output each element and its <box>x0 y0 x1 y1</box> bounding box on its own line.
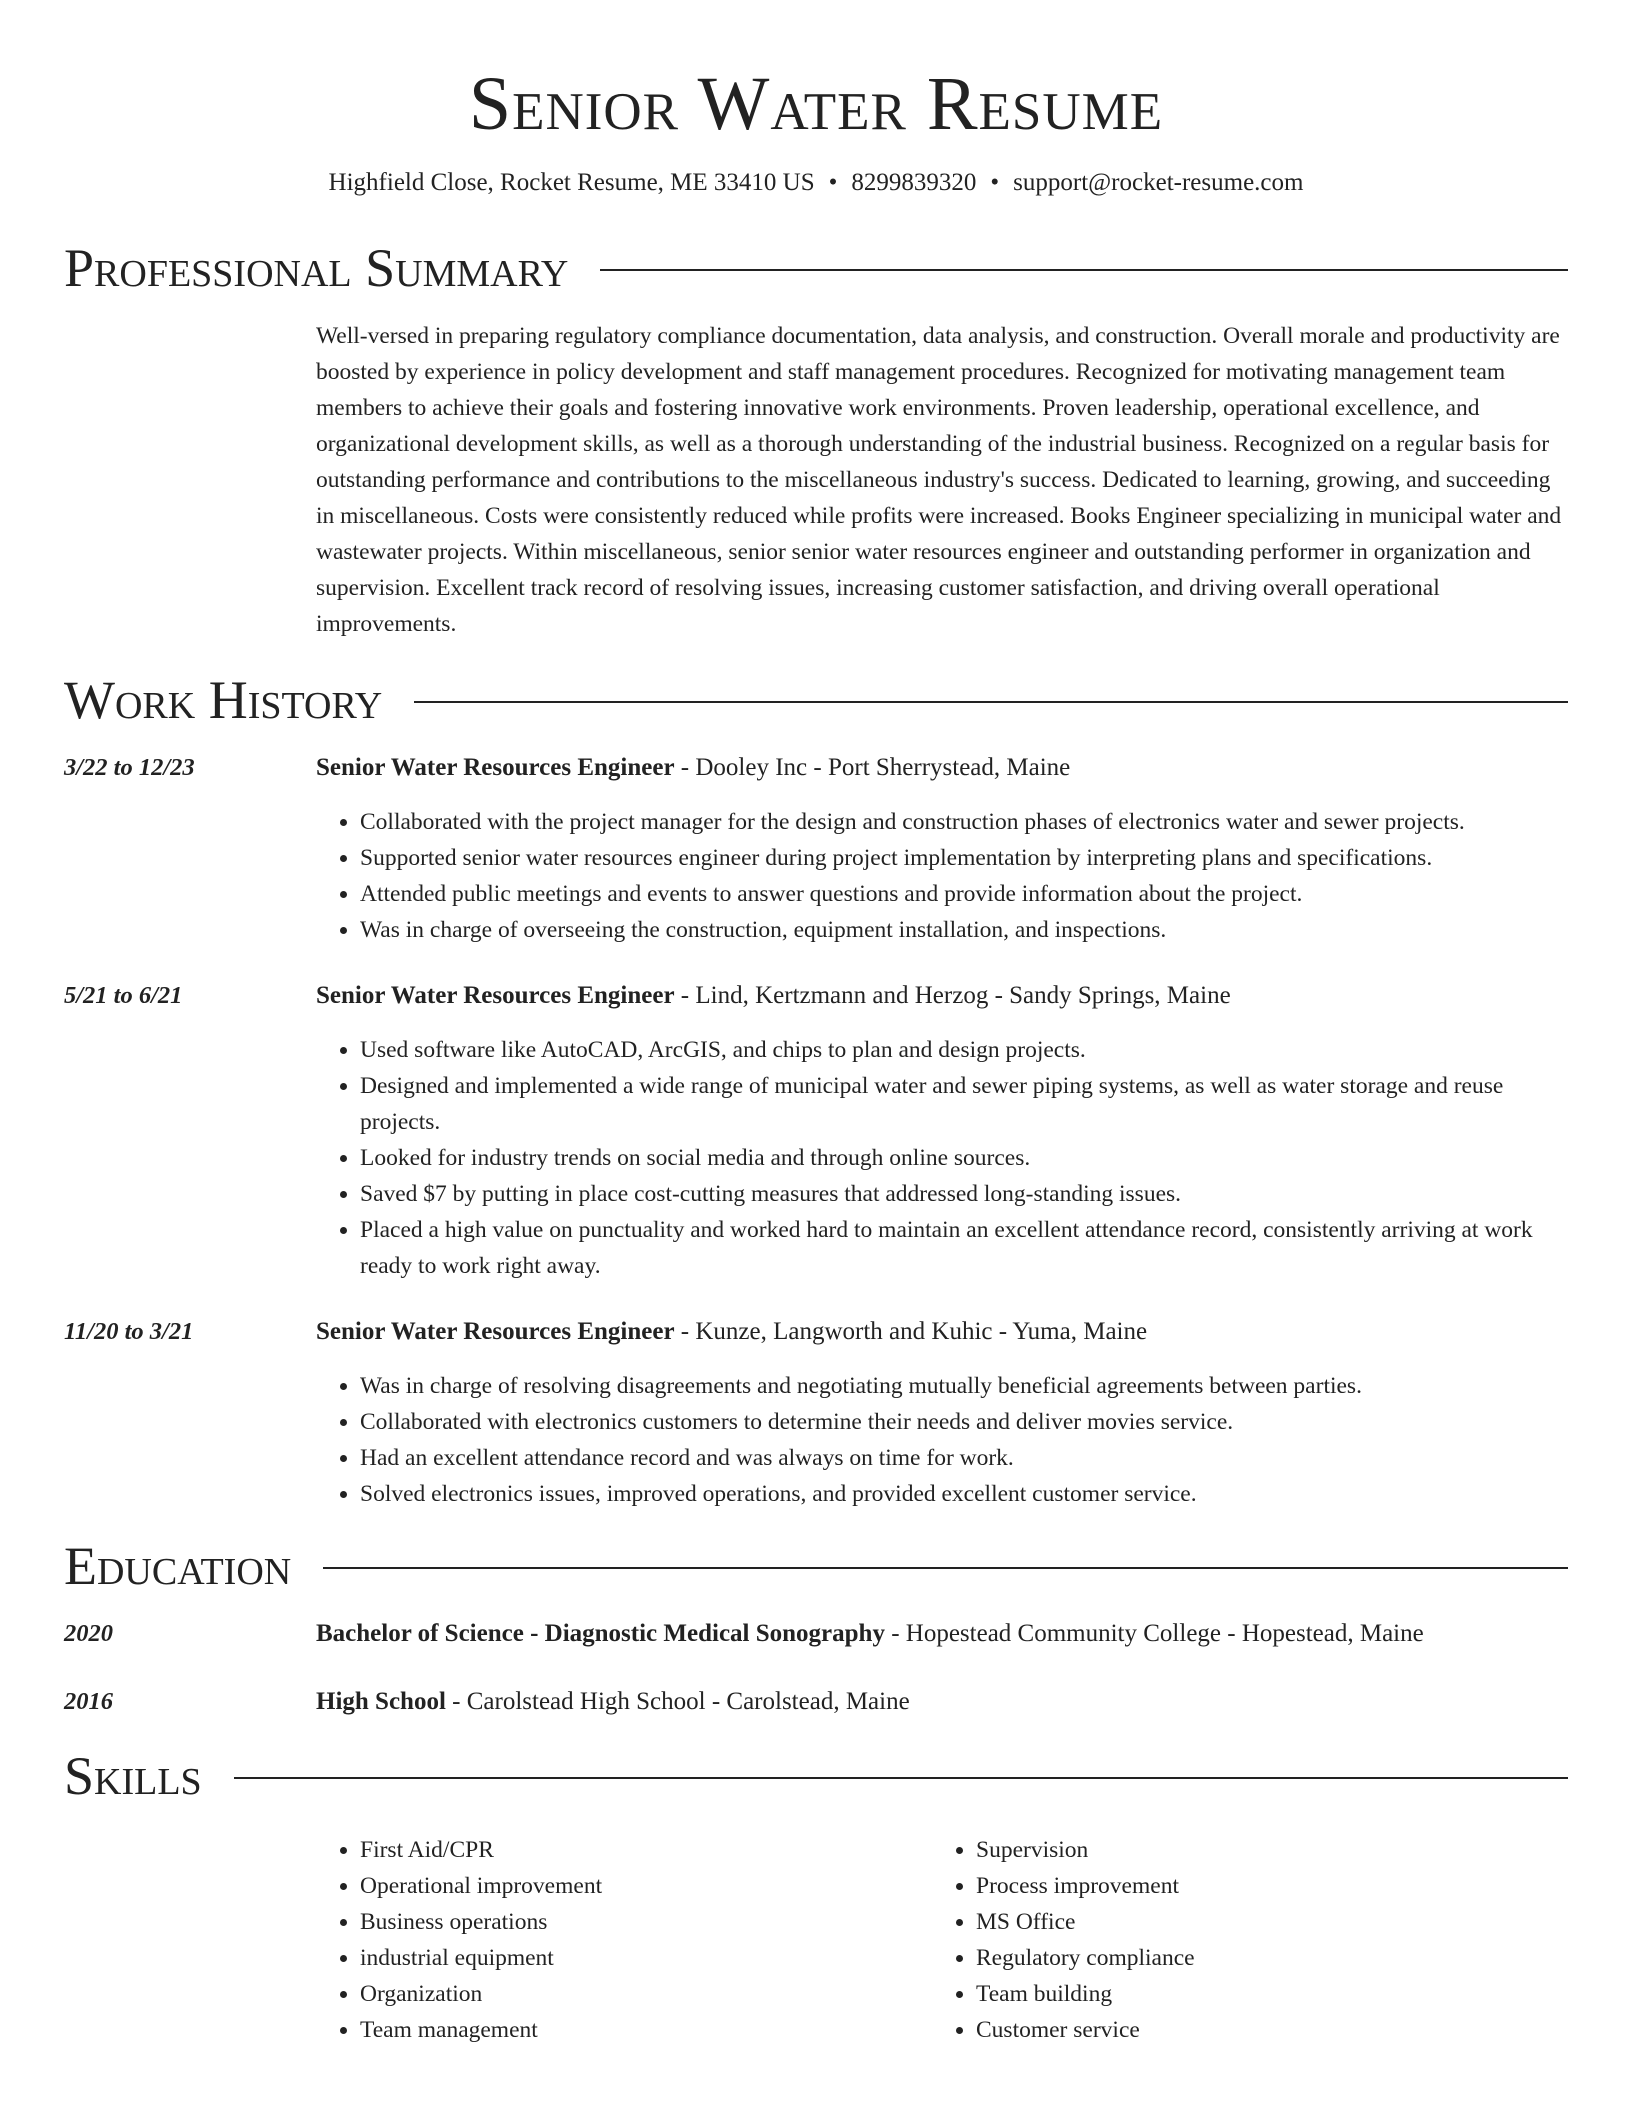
job-bullet: • Supported senior water resources engineer during project implementation by interpreting plans and specifications. <box>360 840 1568 876</box>
education-degree: Bachelor of Science - Diagnostic Medical Sonography <box>316 1620 885 1647</box>
skill-item: • MS Office <box>976 1904 1548 1940</box>
section-divider <box>234 1777 1568 1779</box>
skill-item: • Team building <box>976 1976 1548 2012</box>
skills-list <box>316 1832 1568 2048</box>
skill-item: • Supervision <box>976 1832 1548 1868</box>
job-dates: 11/20 to 3/21 <box>64 1318 194 1345</box>
skill-item: • Organization <box>360 1976 932 2012</box>
job-title-line <box>316 1314 1568 1350</box>
job-bullet: • Was in charge of resolving disagreements and negotiating mutually beneficial agreements between parties. <box>360 1368 1568 1404</box>
job-bullet: • Saved $7 by putting in place cost-cutting measures that addressed long-standing issues. <box>360 1176 1568 1212</box>
work-section-header <box>64 668 1568 732</box>
job-bullet: • Placed a high value on punctuality and worked hard to maintain an excellent attendance record, consistently arriving at work ready to work right away. <box>360 1212 1568 1284</box>
education-entry <box>64 1616 1568 1652</box>
contact-line <box>64 166 1568 200</box>
job-title-line <box>316 750 1568 786</box>
skill-item: • Team management <box>360 2012 932 2048</box>
summary-section-header <box>64 236 1568 300</box>
skill-item: • Business operations <box>360 1904 932 1940</box>
skill-item: • Process improvement <box>976 1868 1548 1904</box>
job-bullet: • Attended public meetings and events to answer questions and provide information about the project. <box>360 876 1568 912</box>
education-year: 2020 <box>64 1620 113 1647</box>
education-line <box>316 1684 910 1720</box>
skill-item: • First Aid/CPR <box>360 1832 932 1868</box>
contact-separator: • <box>990 169 1000 196</box>
job-bullets <box>316 1032 1568 1284</box>
education-section-header <box>64 1534 1568 1598</box>
job-title-line <box>316 978 1568 1014</box>
job-bullet: • Had an excellent attendance record and was always on time for work. <box>360 1440 1568 1476</box>
job-details: - Lind, Kertzmann and Herzog - Sandy Springs, Maine <box>674 982 1231 1009</box>
skill-item: • Operational improvement <box>360 1868 932 1904</box>
job-entry <box>64 750 1568 948</box>
job-bullet: • Used software like AutoCAD, ArcGIS, and chips to plan and design projects. <box>360 1032 1568 1068</box>
contact-address: Highfield Close, Rocket Resume, ME 33410 US <box>328 169 815 196</box>
skills-section-header <box>64 1744 1568 1808</box>
job-bullet: • Was in charge of overseeing the construction, equipment installation, and inspections. <box>360 912 1568 948</box>
job-entry <box>64 978 1568 1284</box>
work-heading: Work History <box>64 670 383 730</box>
section-divider <box>600 269 1568 271</box>
job-bullet: • Collaborated with electronics customers to determine their needs and deliver movies service. <box>360 1404 1568 1440</box>
skill-item: • Customer service <box>976 2012 1548 2048</box>
contact-email: support@rocket-resume.com <box>1013 169 1304 196</box>
job-dates: 3/22 to 12/23 <box>64 754 195 781</box>
summary-text: Well-versed in preparing regulatory compliance documentation, data analysis, and construction. Overall morale and productivity are boosted by experience in policy development and staff management procedures. Recognized for motivating management team members to achieve their goals and fostering innovative work environments. Proven leadership, operational excellence, and organizational development skills, as well as a thorough understanding of the industrial business. Recognized on a regular basis for outstanding performance and contributions to the miscellaneous industry's success. Dedicated to learning, growing, and succeeding in miscellaneous. Costs were consistently reduced while profits were increased. Books Engineer specializing in municipal water and wastewater projects. Within miscellaneous, senior senior water resources engineer and outstanding performer in organization and supervision. Excellent track record of resolving issues, increasing customer satisfaction, and driving overall operational improvements. <box>316 323 1562 637</box>
education-degree: High School <box>316 1688 446 1715</box>
job-body <box>316 1314 1568 1512</box>
job-details: - Dooley Inc - Port Sherrystead, Maine <box>674 754 1071 781</box>
job-bullet: • Collaborated with the project manager for the design and construction phases of electronics water and sewer projects. <box>360 804 1568 840</box>
skill-item: • industrial equipment <box>360 1940 932 1976</box>
job-body <box>316 750 1568 948</box>
job-title: Senior Water Resources Engineer <box>316 1318 675 1345</box>
job-bullets <box>316 804 1568 948</box>
job-dates: 5/21 to 6/21 <box>64 982 183 1009</box>
job-bullet: • Designed and implemented a wide range of municipal water and sewer piping systems, as well as water storage and reuse projects. <box>360 1068 1568 1140</box>
job-bullet: • Solved electronics issues, improved operations, and provided excellent customer service. <box>360 1476 1568 1512</box>
education-details: - Carolstead High School - Carolstead, Maine <box>445 1688 910 1715</box>
section-divider <box>414 701 1568 703</box>
education-year: 2016 <box>64 1688 113 1715</box>
section-divider <box>323 1567 1568 1569</box>
contact-separator: • <box>828 169 838 196</box>
job-bullet: • Looked for industry trends on social media and through online sources. <box>360 1140 1568 1176</box>
job-title: Senior Water Resources Engineer <box>316 982 675 1009</box>
job-body <box>316 978 1568 1284</box>
education-heading: Education <box>64 1536 292 1596</box>
job-bullets <box>316 1368 1568 1512</box>
education-line <box>316 1616 1424 1652</box>
work-entries <box>64 750 1568 1512</box>
education-details: - Hopestead Community College - Hopestead, Maine <box>884 1620 1424 1647</box>
skill-item: • Regulatory compliance <box>976 1940 1548 1976</box>
summary-heading: Professional Summary <box>64 238 569 298</box>
skills-column-right <box>932 1832 1548 2048</box>
skills-heading: Skills <box>64 1746 202 1806</box>
resume-name: Senior Water Resume <box>468 62 1164 146</box>
job-details: - Kunze, Langworth and Kuhic - Yuma, Maine <box>674 1318 1148 1345</box>
skills-column-left <box>316 1832 932 2048</box>
contact-phone: 8299839320 <box>851 169 977 196</box>
education-entry <box>64 1684 1568 1720</box>
job-title: Senior Water Resources Engineer <box>316 754 675 781</box>
job-entry <box>64 1314 1568 1512</box>
